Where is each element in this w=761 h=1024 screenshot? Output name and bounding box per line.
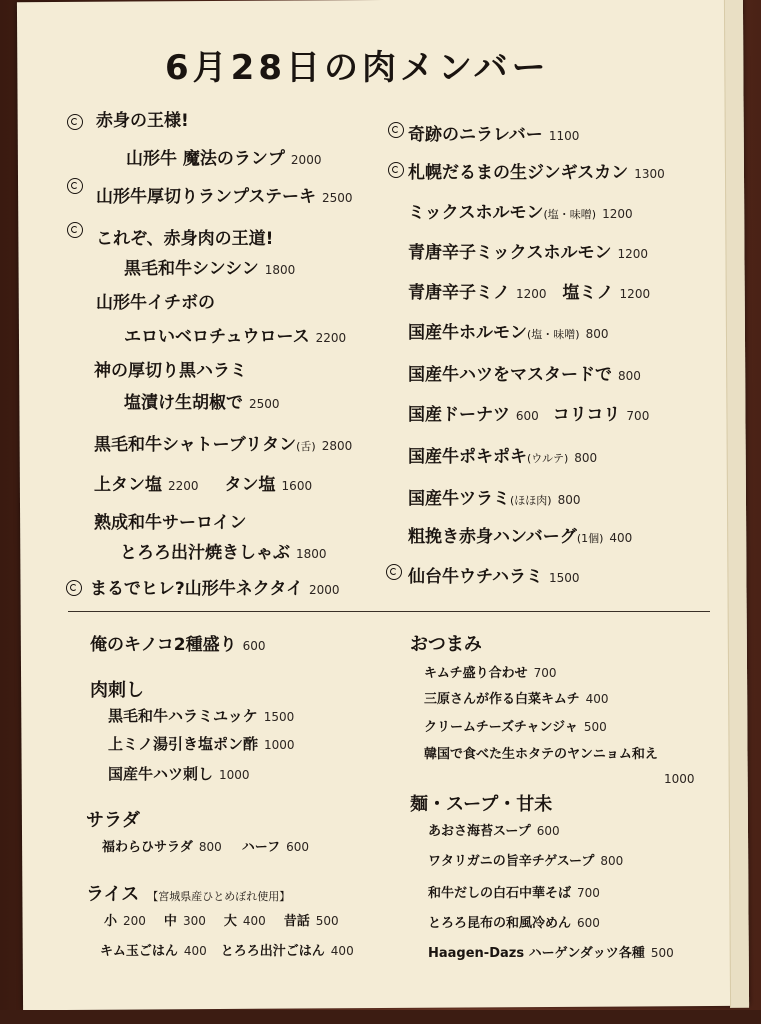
right-item-2: 札幌だるまの生ジンギスカン 1300: [408, 163, 665, 183]
right-item-9: 国産牛ポキポキ(ウルテ) 800: [408, 447, 598, 467]
left-item-8-line2: とろろ出汁焼きしゃぶ 1800: [120, 543, 327, 563]
right-item-3: ミックスホルモン(塩・味噌) 1200: [408, 203, 633, 223]
men-item: 和牛だしの白石中華そば 700: [428, 886, 600, 901]
recommend-mark-icon: [66, 580, 82, 596]
right-item-11: 粗挽き赤身ハンバーグ(1個) 400: [408, 527, 633, 547]
nikusashi-heading: 肉刺し: [90, 680, 144, 701]
otsumami-item: クリームチーズチャンジャ 500: [424, 720, 607, 735]
men-item: あおさ海苔スープ 600: [428, 824, 560, 839]
section-divider: [68, 611, 710, 612]
left-item-6: 黒毛和牛シャトーブリタン(舌) 2800: [94, 435, 353, 455]
otsumami-item: 韓国で食べた生ホタテのヤンニョム和え: [424, 747, 658, 762]
recommend-mark-icon: [388, 122, 404, 138]
left-item-1-line2: 山形牛 魔法のランプ 2000: [126, 149, 322, 169]
left-item-3-line2: 黒毛和牛シンシン 1800: [124, 259, 296, 279]
left-item-9: まるでヒレ?山形牛ネクタイ 2000: [90, 579, 340, 599]
men-heading: 麺・スープ・甘未: [410, 794, 553, 815]
left-item-8-line1: 熟成和牛サーロイン: [94, 513, 247, 533]
right-item-1: 奇跡のニラレバー 1100: [408, 125, 580, 145]
nikusashi-item: 国産牛ハツ刺し 1000: [108, 765, 250, 783]
rice-row-2: キム玉ごはん 400 とろろ出汁ごはん 400: [100, 944, 354, 959]
recommend-mark-icon: [67, 114, 83, 130]
left-item-5-line2: 塩漬け生胡椒で 2500: [124, 393, 280, 413]
right-item-8: 国産ドーナツ 600 コリコリ 700: [408, 405, 650, 425]
otsumami-item: 三原さんが作る白菜キムチ 400: [424, 692, 609, 707]
right-item-7: 国産牛ハツをマスタードで 800: [408, 365, 641, 385]
men-item: ワタリガニの旨辛チゲスープ 800: [428, 854, 624, 869]
men-item: Haagen-Dazs ハーゲンダッツ各種 500: [428, 946, 674, 961]
left-item-3-line1: これぞ、赤身肉の王道!: [96, 229, 274, 249]
nikusashi-item: 黒毛和牛ハラミユッケ 1500: [108, 707, 295, 725]
nikusashi-item: 上ミノ湯引き塩ポン酢 1000: [108, 735, 295, 753]
salad-heading: サラダ: [86, 810, 140, 831]
kinoko-item: 俺のキノコ2種盛り 600: [90, 635, 266, 655]
recommend-mark-icon: [67, 178, 83, 194]
right-item-6: 国産牛ホルモン(塩・味噌) 800: [408, 323, 609, 343]
rice-heading: ライス 【宮城県産ひとめぼれ使用】: [86, 884, 291, 905]
recommend-mark-icon: [67, 222, 83, 238]
otsumami-item-price: 1000: [664, 772, 695, 786]
right-item-5: 青唐辛子ミノ 1200 塩ミノ 1200: [408, 283, 651, 303]
left-item-4-line2: エロいベロチュウロース 2200: [124, 327, 347, 347]
rice-row-1: 小 200 中 300 大 400 昔話 500: [104, 914, 339, 929]
left-item-7: 上タン塩 2200 タン塩 1600: [94, 475, 313, 495]
recommend-mark-icon: [386, 564, 402, 580]
left-item-4-line1: 山形牛イチボの: [96, 293, 215, 313]
right-item-12: 仙台牛ウチハラミ 1500: [408, 567, 580, 587]
otsumami-item: キムチ盛り合わせ 700: [424, 666, 557, 681]
menu-title: 6月28日の肉メンバー: [165, 48, 550, 88]
recommend-mark-icon: [388, 162, 404, 178]
otsumami-heading: おつまみ: [410, 634, 482, 655]
right-item-10: 国産牛ツラミ(ほほ肉) 800: [408, 489, 581, 509]
left-item-2: 山形牛厚切りランプステーキ 2500: [96, 187, 353, 207]
men-item: とろろ昆布の和風冷めん 600: [428, 916, 600, 931]
table-edge: [0, 1010, 761, 1024]
salad-items: 福わらひサラダ 800 ハーフ 600: [102, 840, 310, 855]
left-item-5-line1: 神の厚切り黒ハラミ: [94, 361, 247, 381]
right-item-4: 青唐辛子ミックスホルモン 1200: [408, 243, 649, 263]
left-item-1-line1: 赤身の王様!: [96, 111, 189, 131]
